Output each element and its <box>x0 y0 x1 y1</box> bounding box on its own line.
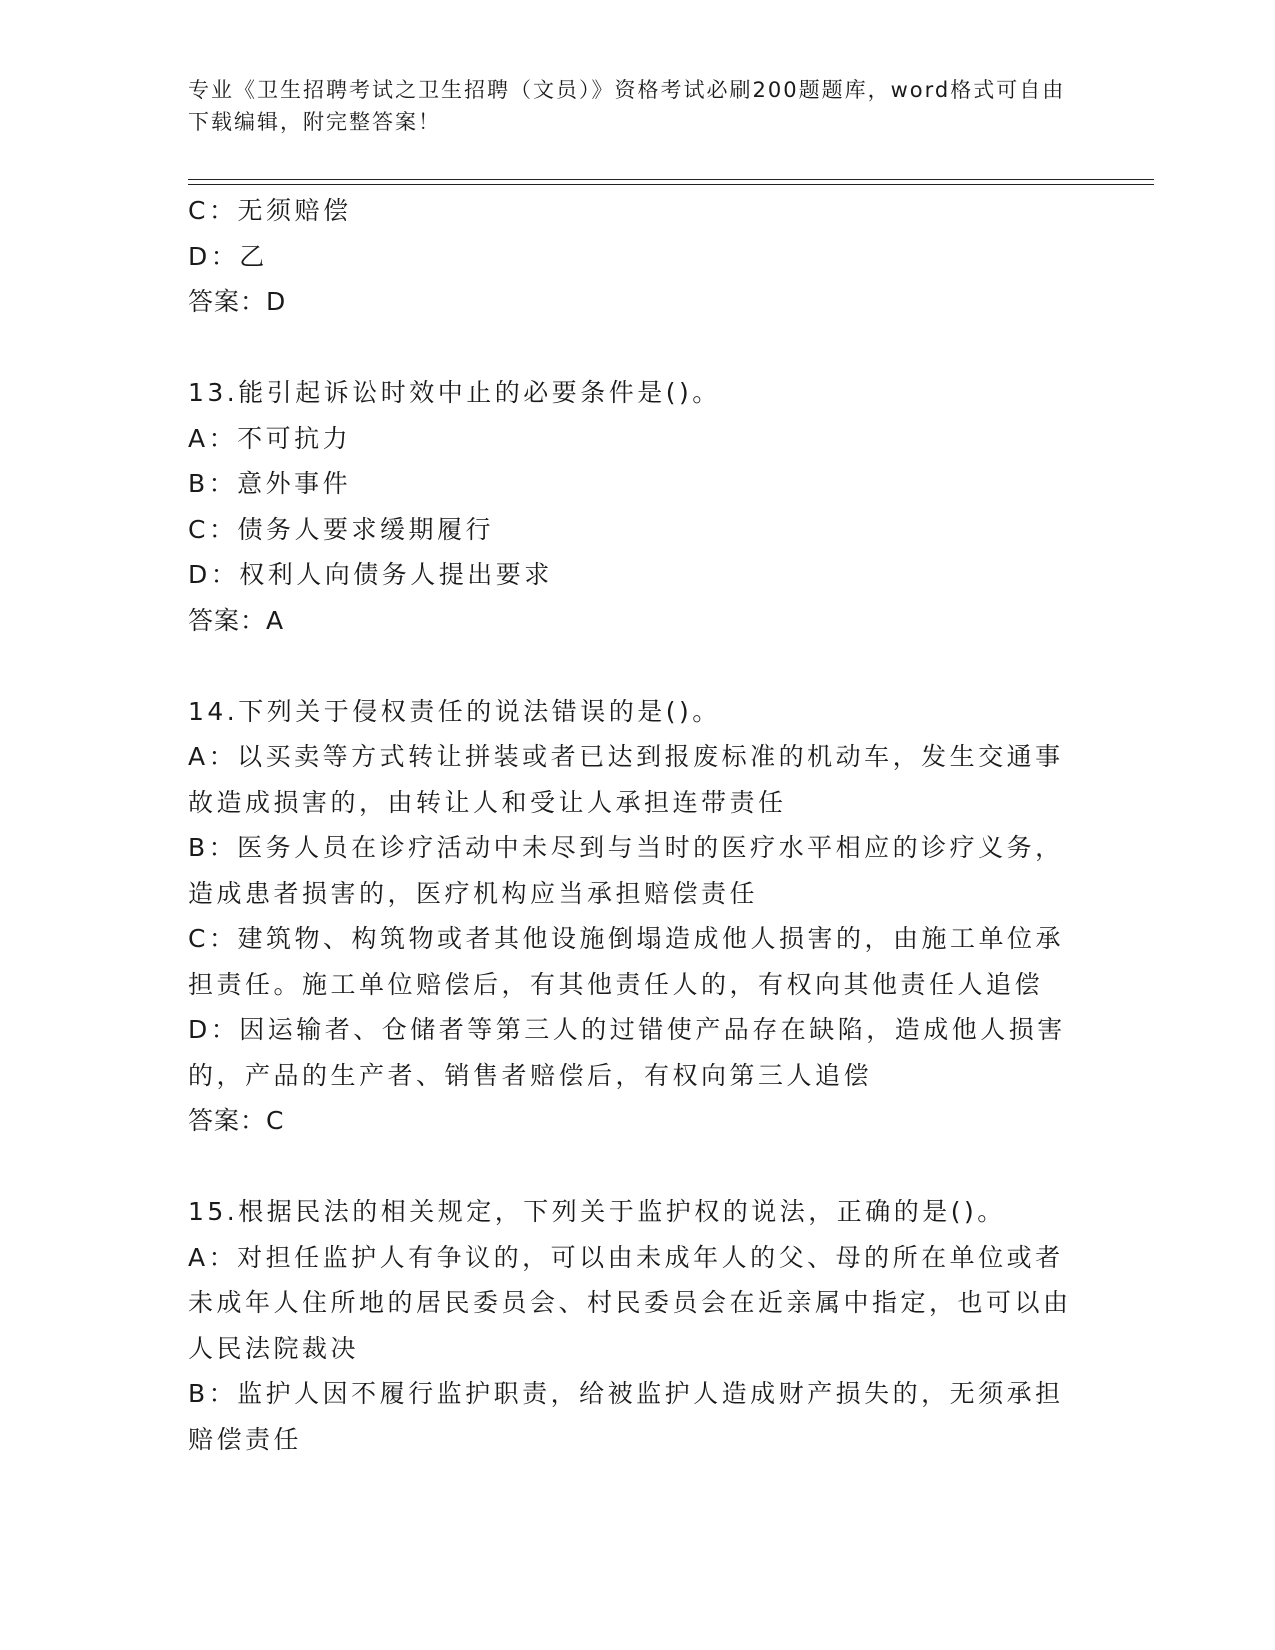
header-text: 专业《卫生招聘考试之卫生招聘（文员）》资格考试必刷200题题库，word格式可自由下载编辑，附完整答案！ <box>188 78 1066 134</box>
question-stem: 13.能引起诉讼时效中止的必要条件是()。 <box>188 378 721 407</box>
option-b: B：监护人因不履行监护职责，给被监护人造成财产损失的，无须承担赔偿责任 <box>188 1379 1064 1454</box>
page-header <box>188 74 1068 138</box>
question-13 <box>188 370 1078 643</box>
answer-line: 答案：A <box>188 605 285 635</box>
spacer <box>188 1144 1078 1190</box>
question-stem: 14.下列关于侵权责任的说法错误的是()。 <box>188 696 721 726</box>
answer-line: 答案：D <box>188 287 287 316</box>
option-a: A：以买卖等方式转让拼装或者已达到报废标准的机动车，发生交通事故造成损害的，由转让人和受让人承担连带责任 <box>188 742 1064 817</box>
spacer <box>188 643 1078 689</box>
option-d: D：乙 <box>188 241 268 271</box>
question-14 <box>188 689 1078 1144</box>
option-b: B：医务人员在诊疗活动中未尽到与当时的医疗水平相应的诊疗义务，造成患者损害的，医疗机构应当承担赔偿责任 <box>188 833 1064 908</box>
previous-question-tail <box>188 188 1078 325</box>
header-rule-bottom <box>188 184 1154 185</box>
option-c: C：债务人要求缓期履行 <box>188 514 494 544</box>
option-d: D：权利人向债务人提出要求 <box>188 560 553 589</box>
question-content <box>188 188 1078 1462</box>
answer-line: 答案：C <box>188 1106 285 1135</box>
option-d: D：因运输者、仓储者等第三人的过错使产品存在缺陷，造成他人损害的，产品的生产者、销售者赔偿后，有权向第三人追偿 <box>188 1015 1066 1090</box>
option-a: A：对担任监护人有争议的，可以由未成年人的父、母的所在单位或者未成年人住所地的居民委员会、村民委员会在近亲属中指定，也可以由人民法院裁决 <box>188 1242 1072 1363</box>
option-c: C：建筑物、构筑物或者其他设施倒塌造成他人损害的，由施工单位承担责任。施工单位赔偿后，有其他责任人的，有权向其他责任人追偿 <box>188 924 1064 999</box>
option-c: C：无须赔偿 <box>188 196 352 225</box>
option-a: A：不可抗力 <box>188 423 352 453</box>
header-rule-top <box>188 179 1154 180</box>
question-15 <box>188 1189 1078 1462</box>
option-b: B：意外事件 <box>188 469 352 498</box>
spacer <box>188 325 1078 371</box>
question-stem: 15.根据民法的相关规定，下列关于监护权的说法，正确的是()。 <box>188 1197 1006 1226</box>
